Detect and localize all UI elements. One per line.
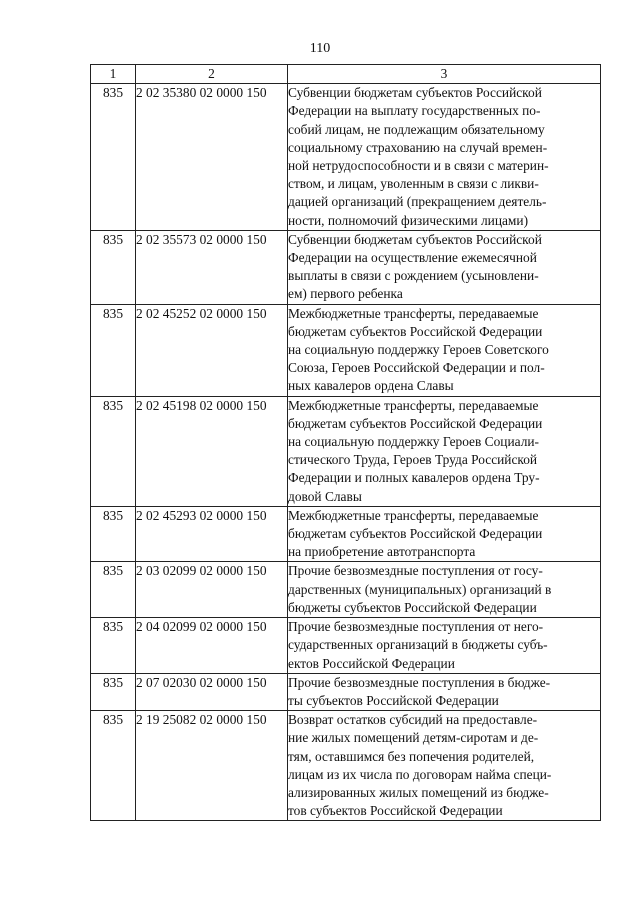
- revenue-description-cell: [288, 673, 601, 710]
- admin-code-cell: 835: [91, 711, 136, 821]
- admin-code-cell: 835: [91, 618, 136, 674]
- budget-classification-code-cell: 2 02 45293 02 0000 150: [136, 506, 288, 562]
- table-row: [91, 562, 601, 618]
- description-line: ем) первого ребенка: [288, 286, 403, 302]
- revenue-description-cell: [288, 230, 601, 304]
- revenue-description-cell: [288, 304, 601, 396]
- page-number: 110: [309, 41, 331, 56]
- description-line: тям, оставшимся без попечения родителей,: [288, 748, 535, 764]
- description-line: ности, полномочий физическими лицами): [288, 212, 529, 228]
- description-line: сударственных организаций в бюджеты субъ-: [288, 637, 548, 653]
- description-line: на приобретение автотранспорта: [288, 544, 476, 560]
- description-line: Субвенции бюджетам субъектов Российской: [288, 231, 542, 247]
- description-line: ты субъектов Российской Федерации: [288, 692, 499, 708]
- description-line: Межбюджетные трансферты, передаваемые: [288, 507, 539, 523]
- budget-classification-code-cell: 2 02 35573 02 0000 150: [136, 230, 288, 304]
- description-line: тов субъектов Российской Федерации: [288, 803, 503, 819]
- admin-code-cell: 835: [91, 396, 136, 506]
- description-line: бюджеты субъектов Российской Федерации: [288, 599, 537, 615]
- table-header-row: [91, 65, 601, 84]
- description-line: ством, и лицам, уволенным в связи с ликви-: [288, 176, 539, 192]
- revenue-description-cell: [288, 711, 601, 821]
- description-line: бюджетам субъектов Российской Федерации: [288, 526, 543, 542]
- description-line: Прочие безвозмездные поступления от госу-: [288, 563, 543, 579]
- description-line: довой Славы: [288, 488, 362, 504]
- column-header-2: 2: [136, 65, 288, 84]
- table-body: [91, 84, 601, 821]
- revenue-description-cell: [288, 562, 601, 618]
- description-line: Федерации и полных кавалеров ордена Тру-: [288, 470, 540, 486]
- description-line: собий лицам, не подлежащим обязательному: [288, 121, 545, 137]
- table-row: [91, 230, 601, 304]
- description-line: выплаты в связи с рождением (усыновлени-: [288, 268, 539, 284]
- revenue-description-cell: [288, 506, 601, 562]
- description-line: ние жилых помещений детям-сиротам и де-: [288, 730, 539, 746]
- description-line: на социальную поддержку Героев Советского: [288, 342, 549, 358]
- description-line: ных кавалеров ордена Славы: [288, 378, 454, 394]
- budget-classification-code-cell: 2 07 02030 02 0000 150: [136, 673, 288, 710]
- column-header-1: 1: [91, 65, 136, 84]
- admin-code-cell: 835: [91, 673, 136, 710]
- description-line: социальному страхованию на случай времен-: [288, 139, 548, 155]
- budget-classification-code-cell: 2 04 02099 02 0000 150: [136, 618, 288, 674]
- description-line: Прочие безвозмездные поступления от него-: [288, 619, 544, 635]
- revenue-description-cell: [288, 84, 601, 231]
- admin-code-cell: 835: [91, 506, 136, 562]
- description-line: ной нетрудоспособности и в связи с материн-: [288, 158, 549, 174]
- budget-classification-code-cell: 2 02 45252 02 0000 150: [136, 304, 288, 396]
- description-line: бюджетам субъектов Российской Федерации: [288, 323, 543, 339]
- description-line: Субвенции бюджетам субъектов Российской: [288, 85, 542, 101]
- admin-code-cell: 835: [91, 562, 136, 618]
- description-line: лицам из их числа по договорам найма специ-: [288, 766, 552, 782]
- description-line: дарственных (муниципальных) организаций в: [288, 581, 552, 597]
- table-row: [91, 506, 601, 562]
- admin-code-cell: 835: [91, 230, 136, 304]
- table-row: [91, 673, 601, 710]
- budget-classification-code-cell: 2 02 45198 02 0000 150: [136, 396, 288, 506]
- table-row: [91, 711, 601, 821]
- admin-code-cell: 835: [91, 84, 136, 231]
- description-line: Федерации на осуществление ежемесячной: [288, 250, 537, 266]
- description-line: Союза, Героев Российской Федерации и пол-: [288, 360, 545, 376]
- revenue-description-cell: [288, 396, 601, 506]
- description-line: Межбюджетные трансферты, передаваемые: [288, 397, 539, 413]
- description-line: на социальную поддержку Героев Социали-: [288, 434, 540, 450]
- budget-classification-code-cell: 2 19 25082 02 0000 150: [136, 711, 288, 821]
- budget-code-table: [90, 64, 601, 821]
- description-line: Возврат остатков субсидий на предоставле-: [288, 712, 538, 728]
- description-line: бюджетам субъектов Российской Федерации: [288, 415, 543, 431]
- description-line: стического Труда, Героев Труда Российской: [288, 452, 538, 468]
- description-line: Федерации на выплату государственных по-: [288, 103, 541, 119]
- table-row: [91, 304, 601, 396]
- column-header-3: 3: [288, 65, 601, 84]
- revenue-description-cell: [288, 618, 601, 674]
- table-row: [91, 396, 601, 506]
- admin-code-cell: 835: [91, 304, 136, 396]
- description-line: Межбюджетные трансферты, передаваемые: [288, 305, 539, 321]
- description-line: ектов Российской Федерации: [288, 655, 455, 671]
- table-row: [91, 618, 601, 674]
- description-line: Прочие безвозмездные поступления в бюдже-: [288, 674, 551, 690]
- description-line: ализированных жилых помещений из бюдже-: [288, 784, 549, 800]
- table-row: [91, 84, 601, 231]
- budget-classification-code-cell: 2 02 35380 02 0000 150: [136, 84, 288, 231]
- budget-classification-code-cell: 2 03 02099 02 0000 150: [136, 562, 288, 618]
- description-line: дацией организаций (прекращением деятель-: [288, 194, 547, 210]
